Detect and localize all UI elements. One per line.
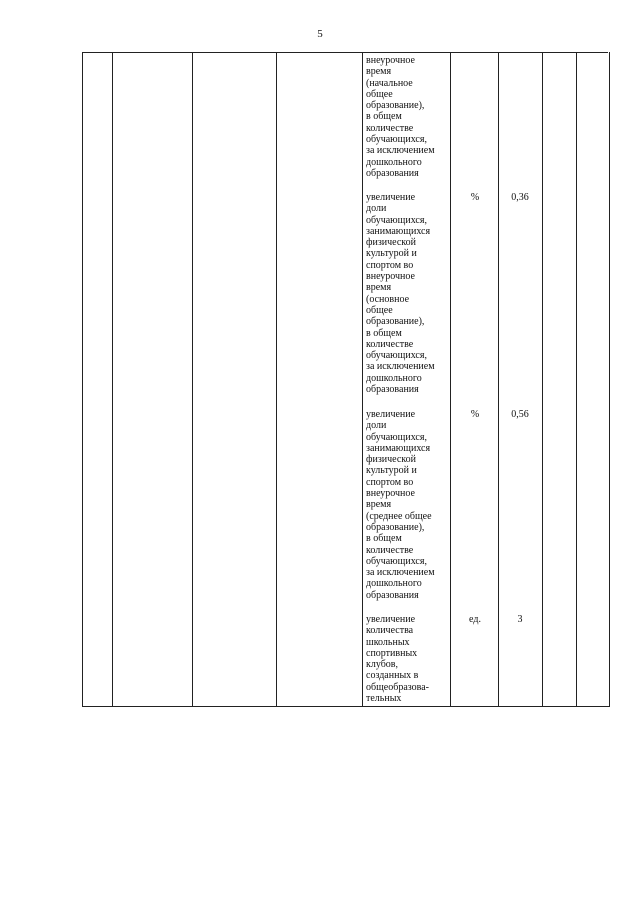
indicator-line: занимающихся <box>366 442 431 454</box>
indicator-line: общее <box>366 304 393 316</box>
indicator-line: доли <box>366 420 387 432</box>
column-divider-7 <box>542 52 543 706</box>
indicator-line: физической <box>366 454 416 466</box>
indicator-line: увеличение <box>366 192 416 203</box>
indicator-line: обучающихся, <box>366 214 427 226</box>
indicator-line: физической <box>366 237 416 249</box>
indicator-line: обучающихся, <box>366 555 427 567</box>
column-divider-1 <box>112 52 113 706</box>
indicator-line: культурой и <box>366 465 417 477</box>
indicator-line: обучающихся, <box>366 134 427 146</box>
indicator-line: количестве <box>366 544 414 556</box>
indicator-line: количестве <box>366 338 414 350</box>
indicator-line: время <box>366 66 392 78</box>
indicator-line: культурой и <box>366 248 417 260</box>
indicator-line: в общем <box>366 327 402 339</box>
indicator-line: тельных <box>366 693 402 705</box>
unit-cell: ед. <box>469 614 481 625</box>
indicator-line: увеличение <box>366 614 416 625</box>
unit-cell: % <box>470 409 480 420</box>
indicator-line: увеличение <box>366 409 416 420</box>
indicator-line: обучающихся, <box>366 350 427 362</box>
indicator-line: (начальное <box>366 77 413 89</box>
indicator-line: школьных <box>366 636 410 648</box>
column-divider-2 <box>192 52 193 706</box>
column-divider-4 <box>362 52 363 706</box>
indicator-line: спортом во <box>366 259 414 271</box>
indicator-line: в общем <box>366 111 402 123</box>
indicator-line: образование), <box>366 521 425 533</box>
indicator-line: образование), <box>366 100 425 112</box>
indicator-line: количестве <box>366 122 414 134</box>
indicator-line: образования <box>366 167 419 179</box>
indicator-line: за исключением <box>366 567 435 579</box>
indicator-cell <box>366 192 450 395</box>
indicator-cell <box>366 55 450 179</box>
unit-cell: % <box>470 192 480 203</box>
indicator-line: за исключением <box>366 361 435 373</box>
indicator-line: количества <box>366 625 414 637</box>
indicator-line: (основное <box>366 293 410 305</box>
indicator-line: обучающихся, <box>366 431 427 443</box>
indicator-line: внеурочное <box>366 271 415 283</box>
indicator-line: доли <box>366 203 387 215</box>
indicator-line: спортом во <box>366 476 414 488</box>
indicator-line: время <box>366 282 392 294</box>
indicator-line: общее <box>366 88 393 100</box>
indicator-line: (среднее общее <box>366 510 432 522</box>
indicator-cell <box>366 409 450 601</box>
indicator-line: дошкольного <box>366 372 422 384</box>
column-divider-6 <box>498 52 499 706</box>
value-cell: 0,56 <box>511 409 529 420</box>
indicator-line: дошкольного <box>366 156 422 168</box>
column-divider-3 <box>276 52 277 706</box>
indicator-line: дошкольного <box>366 578 422 590</box>
indicator-line: образования <box>366 589 419 601</box>
column-divider-5 <box>450 52 451 706</box>
indicator-line: спортивных <box>366 647 418 659</box>
indicator-line: занимающихся <box>366 225 431 237</box>
indicator-line: внеурочное <box>366 55 415 66</box>
indicator-line: время <box>366 499 392 511</box>
value-cell: 3 <box>517 614 523 625</box>
indicator-line: образования <box>366 384 419 396</box>
indicator-line: в общем <box>366 533 402 545</box>
indicator-line: образование), <box>366 316 425 328</box>
column-divider-8 <box>576 52 577 706</box>
indicator-line: общеобразова- <box>366 681 430 693</box>
indicator-line: созданных в <box>366 670 419 682</box>
indicator-cell <box>366 614 450 704</box>
indicator-line: клубов, <box>366 659 399 671</box>
indicator-line: внеурочное <box>366 488 415 500</box>
page-number: 5 <box>317 28 323 40</box>
indicator-line: за исключением <box>366 145 435 157</box>
table-frame <box>82 52 610 707</box>
value-cell: 0,36 <box>511 192 529 203</box>
